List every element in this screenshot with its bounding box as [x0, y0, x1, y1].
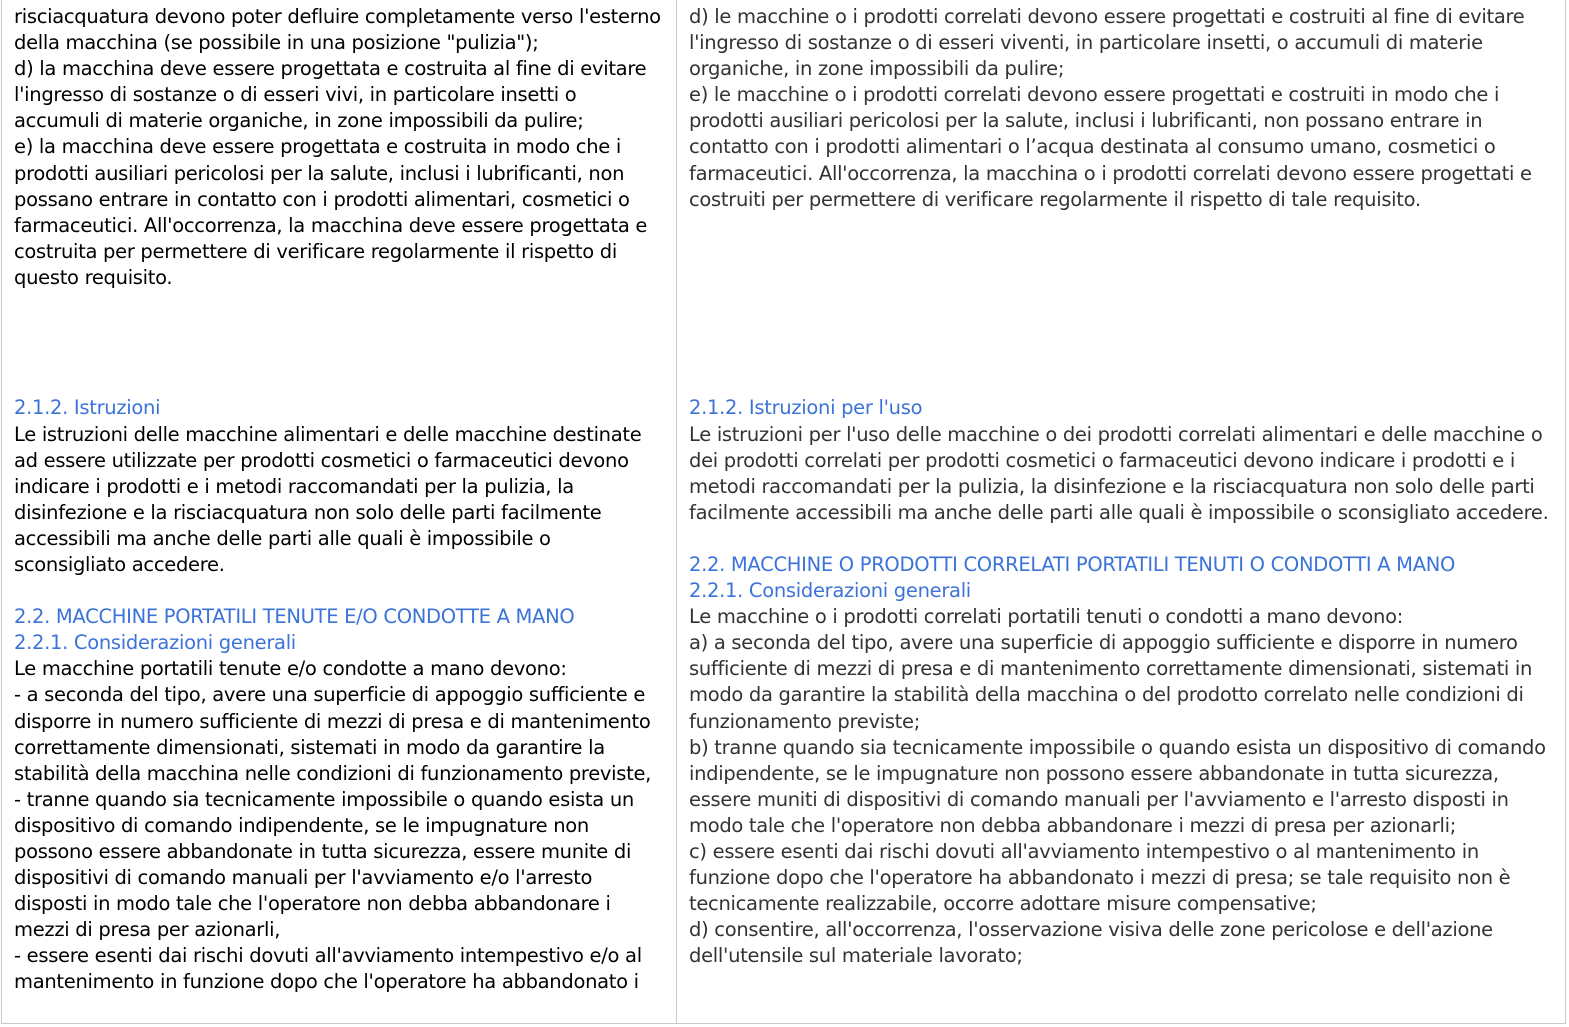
text-line: d) le macchine o i prodotti correlati devono essere progettati e costruiti al fine di evitare	[689, 5, 1525, 28]
right-column	[677, 0, 1565, 1023]
text-line: indicare i prodotti e i metodi raccomandati per la pulizia, la	[14, 474, 574, 498]
text-line: d) la macchina deve essere progettata e costruita al fine di evitare	[14, 57, 647, 81]
text-line: Le macchine portatili tenute e/o condotte a mano devono:	[14, 657, 567, 681]
text-line: mantenimento in funzione dopo che l'operatore ha abbandonato i	[14, 970, 639, 994]
text-line: dispositivo di comando indipendente, se le impugnature non	[14, 813, 589, 837]
text-line: disporre in numero sufficiente di mezzi di presa e di mantenimento	[14, 709, 651, 733]
text-line: funzionamento previste;	[689, 709, 920, 733]
text-line: possano entrare in contatto con i prodotti alimentari, cosmetici o	[14, 187, 630, 211]
text-line: dispositivi di comando manuali per l'avviamento e/o l'arresto	[14, 866, 593, 890]
text-line: dei prodotti correlati per prodotti cosmetici o farmaceutici devono indicare i prodotti e i	[689, 448, 1515, 472]
text-line: e) le macchine o i prodotti correlati devono essere progettati e costruiti in modo che i	[689, 83, 1500, 107]
text-line: disinfezione e la risciacquatura non solo delle parti facilmente	[14, 500, 602, 524]
text-line: e) la macchina deve essere progettata e costruita in modo che i	[14, 135, 621, 159]
text-line: c) essere esenti dai rischi dovuti all'avviamento intempestivo o al mantenimento in	[689, 840, 1479, 864]
text-line: metodi raccomandati per la pulizia, la disinfezione e la risciacquatura non solo delle parti	[689, 474, 1535, 498]
text-line: risciacquatura devono poter defluire completamente verso l'esterno	[14, 5, 661, 28]
text-line: - essere esenti dai rischi dovuti all'avviamento intempestivo e/o al	[14, 944, 642, 968]
right-heading-2-1-2: 2.1.2. Istruzioni per l'uso	[689, 396, 923, 420]
text-line: farmaceutici. All'occorrenza, la macchina o i prodotti correlati devono essere progettati e	[689, 161, 1532, 185]
left-heading-2-2: 2.2. MACCHINE PORTATILI TENUTE E/O CONDOTTE A MANO	[14, 605, 575, 629]
left-block-1	[14, 4, 664, 291]
text-line: accumuli di materie organiche, in zone impossibili da pulire;	[14, 109, 584, 133]
text-line: accessibili ma anche delle parti alle quali è impossibile o	[14, 526, 551, 550]
text-line: ad essere utilizzate per prodotti cosmetici o farmaceutici devono	[14, 448, 629, 472]
text-line: l'ingresso di sostanze o di esseri viventi, in particolare insetti, o accumuli di materie	[689, 31, 1483, 55]
text-line: costruiti per permettere di verificare regolarmente il rispetto di tale requisito.	[689, 187, 1421, 211]
comparison-table	[1, 0, 1566, 1024]
text-line: a) a seconda del tipo, avere una superficie di appoggio sufficiente e disporre in numero	[689, 631, 1518, 655]
left-column	[2, 0, 677, 1023]
text-line: costruita per permettere di verificare regolarmente il rispetto di	[14, 239, 618, 263]
text-line: prodotti ausiliari pericolosi per la salute, inclusi i lubrificanti, non	[14, 161, 625, 185]
right-heading-2-2-1: 2.2.1. Considerazioni generali	[689, 579, 971, 603]
text-line: prodotti ausiliari pericolosi per la salute, inclusi i lubrificanti, non possano entrare in	[689, 109, 1483, 133]
text-line: organiche, in zone impossibili da pulire;	[689, 57, 1065, 81]
text-line: facilmente accessibili ma anche delle parti alle quali è impossibile o sconsigliato accedere.	[689, 500, 1549, 524]
right-block-1	[689, 4, 1553, 213]
left-block-2	[14, 422, 664, 579]
right-block-2	[689, 422, 1553, 526]
text-line: disposti in modo tale che l'operatore non debba abbandonare i	[14, 892, 611, 916]
text-line: Le istruzioni delle macchine alimentari e delle macchine destinate	[14, 422, 642, 446]
text-line: stabilità della macchina nelle condizioni di funzionamento previste,	[14, 761, 652, 785]
text-line: l'ingresso di sostanze o di esseri vivi, in particolare insetti o	[14, 83, 577, 107]
text-line: questo requisito.	[14, 265, 173, 289]
text-line: - a seconda del tipo, avere una superficie di appoggio sufficiente e	[14, 683, 646, 707]
right-heading-2-2: 2.2. MACCHINE O PRODOTTI CORRELATI PORTATILI TENUTI O CONDOTTI A MANO	[689, 553, 1456, 576]
text-line: della macchina (se possibile in una posizione "pulizia");	[14, 31, 539, 55]
text-line: sufficiente di mezzi di presa e di mantenimento correttamente dimensionati, sistemati in	[689, 657, 1533, 681]
text-line: b) tranne quando sia tecnicamente impossibile o quando esista un dispositivo di comando	[689, 735, 1546, 759]
text-line: Le macchine o i prodotti correlati portatili tenuti o condotti a mano devono:	[689, 605, 1404, 629]
text-line: essere muniti di dispositivi di comando manuali per l'avviamento e l'arresto disposti in	[689, 787, 1509, 811]
text-line: d) consentire, all'occorrenza, l'osservazione visiva delle zone pericolose e dell'azione	[689, 918, 1493, 942]
text-line: possono essere abbandonate in tutta sicurezza, essere munite di	[14, 840, 632, 864]
text-line: - tranne quando sia tecnicamente impossibile o quando esista un	[14, 787, 634, 811]
text-line: contatto con i prodotti alimentari o l’acqua destinata al consumo umano, cosmetici o	[689, 135, 1496, 159]
left-block-3	[14, 656, 664, 995]
text-line: modo da garantire la stabilità della macchina o del prodotto correlato nelle condizioni di	[689, 683, 1524, 707]
left-heading-2-1-2: 2.1.2. Istruzioni	[14, 396, 161, 420]
text-line: farmaceutici. All'occorrenza, la macchina deve essere progettata e	[14, 213, 648, 237]
text-line: Le istruzioni per l'uso delle macchine o dei prodotti correlati alimentari e delle macchine o	[689, 422, 1543, 446]
text-line: modo tale che l'operatore non debba abbandonare i mezzi di presa per azionarli;	[689, 813, 1456, 837]
text-line: tecnicamente realizzabile, occorre adottare misure compensative;	[689, 892, 1317, 916]
left-heading-2-2-1: 2.2.1. Considerazioni generali	[14, 631, 296, 655]
text-line: sconsigliato accedere.	[14, 552, 225, 576]
text-line: mezzi di presa per azionarli,	[14, 918, 281, 942]
text-line: indipendente, se le impugnature non possono essere abbandonate in tutta sicurezza,	[689, 761, 1499, 785]
text-line: funzione dopo che l'operatore ha abbandonato i mezzi di presa; se tale requisito non è	[689, 866, 1511, 890]
text-line: dell'utensile sul materiale lavorato;	[689, 944, 1023, 968]
right-block-3	[689, 604, 1553, 969]
text-line: correttamente dimensionati, sistemati in modo da garantire la	[14, 735, 605, 759]
